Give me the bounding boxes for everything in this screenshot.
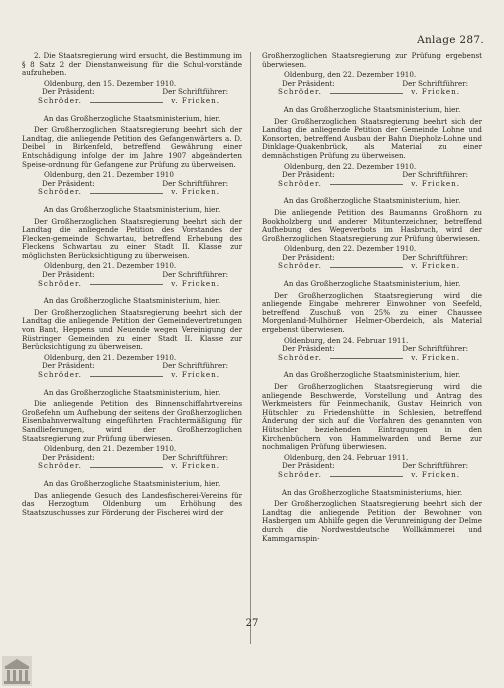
entry-date: Oldenburg, den 22. Dezember 1910. bbox=[284, 244, 417, 254]
entry-body: 2. Die Staatsregierung wird ersucht, die Bestimmung im § 8 Satz 2 der Dienstanweisung für die Schul-vorstände aufzuheben. bbox=[22, 51, 242, 78]
signature-names bbox=[262, 354, 482, 363]
left-column bbox=[22, 52, 242, 526]
signature-names bbox=[22, 188, 242, 197]
signature-names bbox=[22, 97, 242, 106]
secretary-label: Der Schriftführer: bbox=[162, 361, 228, 371]
secretary-label: Der Schriftführer: bbox=[402, 344, 468, 354]
entry-date: Oldenburg, den 22. Dezember 1910. bbox=[284, 70, 417, 80]
signature-dash bbox=[330, 262, 403, 268]
secretary-label: Der Schriftführer: bbox=[162, 87, 228, 97]
petition-entry bbox=[22, 297, 242, 379]
signature-dash bbox=[90, 97, 163, 103]
entry-body: Die anliegende Petition des Baumanns Großhorn zu Bookholzberg und anderer Mitunterzeichner, betreffend Aufhebung des Wegeverbots im Hasbruch, wird der Großherzoglichen Staatsregierung zur Prüfung überwiesen. bbox=[262, 207, 482, 243]
signature-names bbox=[22, 280, 242, 289]
entry-body: Großherzoglichen Staatsregierung zur Prüfung ergebenst überwiesen. bbox=[262, 51, 482, 69]
entry-date: Oldenburg, den 21. Dezember 1910. bbox=[44, 352, 177, 362]
president-label: Der Präsident: bbox=[282, 170, 335, 180]
entry-date: Oldenburg, den 21. Dezember 1910 bbox=[44, 170, 174, 180]
petition-entry bbox=[262, 197, 482, 271]
right-column bbox=[262, 52, 482, 552]
president-name: Schröder. bbox=[278, 261, 322, 271]
president-name: Schröder. bbox=[38, 187, 82, 197]
entry-date: Oldenburg, den 22. Dezember 1910. bbox=[284, 161, 417, 171]
signature-dash bbox=[90, 462, 163, 468]
secretary-name: v. Fricken. bbox=[411, 352, 460, 362]
signature-dash bbox=[330, 354, 403, 360]
signature-names bbox=[262, 471, 482, 480]
signature-dash bbox=[90, 371, 163, 377]
president-name: Schröder. bbox=[278, 352, 322, 362]
entry-address: An das Großherzogliche Staatsministerium, hier. bbox=[283, 279, 461, 289]
president-label: Der Präsident: bbox=[42, 178, 95, 188]
secretary-name: v. Fricken. bbox=[171, 187, 220, 197]
petition-entry bbox=[262, 371, 482, 479]
signature-dash bbox=[90, 280, 163, 286]
president-name: Schröder. bbox=[38, 278, 82, 288]
president-name: Schröder. bbox=[278, 178, 322, 188]
secretary-label: Der Schriftführer: bbox=[402, 252, 468, 262]
page-number: 27 bbox=[245, 618, 259, 629]
secretary-name: v. Fricken. bbox=[411, 261, 460, 271]
entry-body: Die anliegende Petition des Binnenschiffahrtvereins Großefehn um Aufhebung der seitens der Großherzoglichen Eisenbahnverwaltung eingeführten Frachtermäßigung für Sandlieferungen, wird der Großherzoglichen Staatsregierung zur Prüfung überwiesen. bbox=[22, 399, 242, 443]
secretary-name: v. Fricken. bbox=[411, 469, 460, 479]
signature-names bbox=[22, 371, 242, 380]
signature-dash bbox=[90, 188, 163, 194]
petition-entry bbox=[262, 52, 482, 97]
petition-entry bbox=[22, 389, 242, 471]
petition-entry bbox=[262, 489, 482, 544]
president-label: Der Präsident: bbox=[282, 461, 335, 471]
entry-address: An das Großherzogliche Staatsministerium, hier. bbox=[283, 196, 461, 206]
entry-body: Das anliegende Gesuch des Landesfischerei-Vereins für das Herzogtum Oldenburg um Erhöhung des Staatszuschusses zur Förderung der Fischerei wird der bbox=[22, 490, 242, 517]
president-label: Der Präsident: bbox=[42, 87, 95, 97]
entry-address: An das Großherzogliche Staatsministerium, hier. bbox=[43, 296, 221, 306]
entry-date: Oldenburg, den 24. Februar 1911. bbox=[284, 452, 409, 462]
petition-entry bbox=[22, 480, 242, 517]
secretary-name: v. Fricken. bbox=[171, 278, 220, 288]
secretary-label: Der Schriftführer: bbox=[162, 270, 228, 280]
entry-address: An das Großherzogliche Staatsministerium, hier. bbox=[43, 387, 221, 397]
president-label: Der Präsident: bbox=[42, 452, 95, 462]
page-header: Anlage 287. bbox=[417, 34, 484, 46]
entry-body: Der Großherzoglichen Staatsregierung beehrt sich der Landtag die anliegende Petition des Vorstandes der Flecken-gemeinde Schwartau, betreffend Erhebung des Fleckens Schwartau zu einer Stadt II. Klasse zur möglichsten Berücksichtigung zu überweisen. bbox=[22, 216, 242, 260]
entry-body: Der Großherzoglichen Staatsregierung wird die anliegende Beschwerde, Vorstellung und Antrag des Werkmeisters für Feinmechanik, Gustav Heinrich von Hütschler zu Friedenshütte in Schlesien, betreffend Änderung der sich auf die Vorfahren des genannten von Hütschler beziehenden Eintragungen in den Kirchenbüchern von Hammelwarden und Berne zur nochmaligen Prüfung überwiesen. bbox=[262, 382, 482, 452]
secretary-label: Der Schriftführer: bbox=[162, 452, 228, 462]
entry-address: An das Großherzogliche Staatsministerium, hier. bbox=[283, 370, 461, 380]
signature-dash bbox=[330, 88, 403, 94]
signature-names bbox=[262, 88, 482, 97]
president-name: Schröder. bbox=[38, 95, 82, 105]
signature-names bbox=[262, 180, 482, 189]
entry-body: Der Großherzoglichen Staatsregierung beehrt sich der Landtag, die anliegende Petition des Gefangenwärters a. D. Deibel in Birkenfeld, betreffend Gewährung einer Entschädigung infolge der im Jahre 1907 abgeänderten Speise-ordnung für Gefangene zur Prüfung zu überweisen. bbox=[22, 125, 242, 169]
petition-entry bbox=[22, 52, 242, 106]
entry-address: An das Großherzogliche Staatsministerium, hier. bbox=[43, 204, 221, 214]
president-label: Der Präsident: bbox=[42, 270, 95, 280]
entry-date: Oldenburg, den 21. Dezember 1910. bbox=[44, 444, 177, 454]
entry-date: Oldenburg, den 21. Dezember 1910. bbox=[44, 261, 177, 271]
president-label: Der Präsident: bbox=[42, 361, 95, 371]
president-label: Der Präsident: bbox=[282, 252, 335, 262]
entry-date: Oldenburg, den 24. Februar 1911. bbox=[284, 335, 409, 345]
signature-dash bbox=[330, 471, 403, 477]
secretary-label: Der Schriftführer: bbox=[162, 178, 228, 188]
president-name: Schröder. bbox=[38, 370, 82, 379]
secretary-name: v. Fricken. bbox=[171, 95, 220, 105]
entry-address: An das Großherzogliche Staatsministeriums, hier. bbox=[281, 487, 463, 497]
signature-names bbox=[22, 462, 242, 471]
signature-dash bbox=[330, 180, 403, 186]
secretary-label: Der Schriftführer: bbox=[402, 461, 468, 471]
petition-entry bbox=[22, 115, 242, 197]
secretary-label: Der Schriftführer: bbox=[402, 78, 468, 88]
entry-body: Der Großherzoglichen Staatsregierung beehrt sich der Landtag die anliegende Petition der Bewohner von Hasbergen um Abhilfe gegen die Verunreinigung der Delme durch die Nordwestdeutsche Wollkämmerei und Kammgarnspin- bbox=[262, 499, 482, 543]
president-name: Schröder. bbox=[38, 461, 82, 471]
entry-date: Oldenburg, den 15. Dezember 1910. bbox=[44, 78, 177, 88]
petition-entry bbox=[22, 206, 242, 288]
president-label: Der Präsident: bbox=[282, 344, 335, 354]
entry-address: An das Großherzogliche Staatsministerium, hier. bbox=[43, 478, 221, 488]
library-building-icon bbox=[2, 656, 32, 686]
president-label: Der Präsident: bbox=[282, 78, 335, 88]
entry-body: Der Großherzoglichen Staatsregierung beehrt sich der Landtag die anliegende Petition der Gemeinde Lohne und Konsorten, betreffend Ausbau der Bahn Diepholz-Lohne und Dinklage-Quakenbrück, als Material zu einer demnächstigen Prüfung zu überweisen. bbox=[262, 116, 482, 160]
entry-address: An das Großherzogliche Staatsministerium, hier. bbox=[43, 113, 221, 123]
president-name: Schröder. bbox=[278, 87, 322, 97]
entry-body: Der Großherzoglichen Staatsregierung wird die anliegende Eingabe mehrerer Einwohner von Seefeld, betreffend Zuschuß von 25% zu einer Chaussee Morgenland-Mulhörner Helmer-Oberdeich, als Material ergebenst überwiesen. bbox=[262, 290, 482, 335]
entry-body: Der Großherzoglichen Staatsregierung beehrt sich der Landtag die anliegende Petition der Gemeindevertretungen von Bant, Heppens und Neuende wegen Vereinigung der Rüstringer Gemeinden zu einer Stadt II. Klasse zur Berücksichtigung zu überweisen. bbox=[22, 307, 242, 352]
entry-address: An das Großherzogliche Staatsministerium, hier. bbox=[283, 104, 461, 114]
petition-entry bbox=[262, 106, 482, 188]
president-name: Schröder. bbox=[278, 469, 322, 479]
secretary-label: Der Schriftführer: bbox=[402, 170, 468, 180]
secretary-name: v. Fricken. bbox=[411, 178, 460, 188]
signature-names bbox=[262, 262, 482, 271]
secretary-name: v. Fricken. bbox=[171, 370, 220, 379]
secretary-name: v. Fricken. bbox=[411, 87, 460, 97]
petition-entry bbox=[262, 280, 482, 362]
column-divider bbox=[250, 52, 251, 644]
secretary-name: v. Fricken. bbox=[171, 461, 220, 471]
